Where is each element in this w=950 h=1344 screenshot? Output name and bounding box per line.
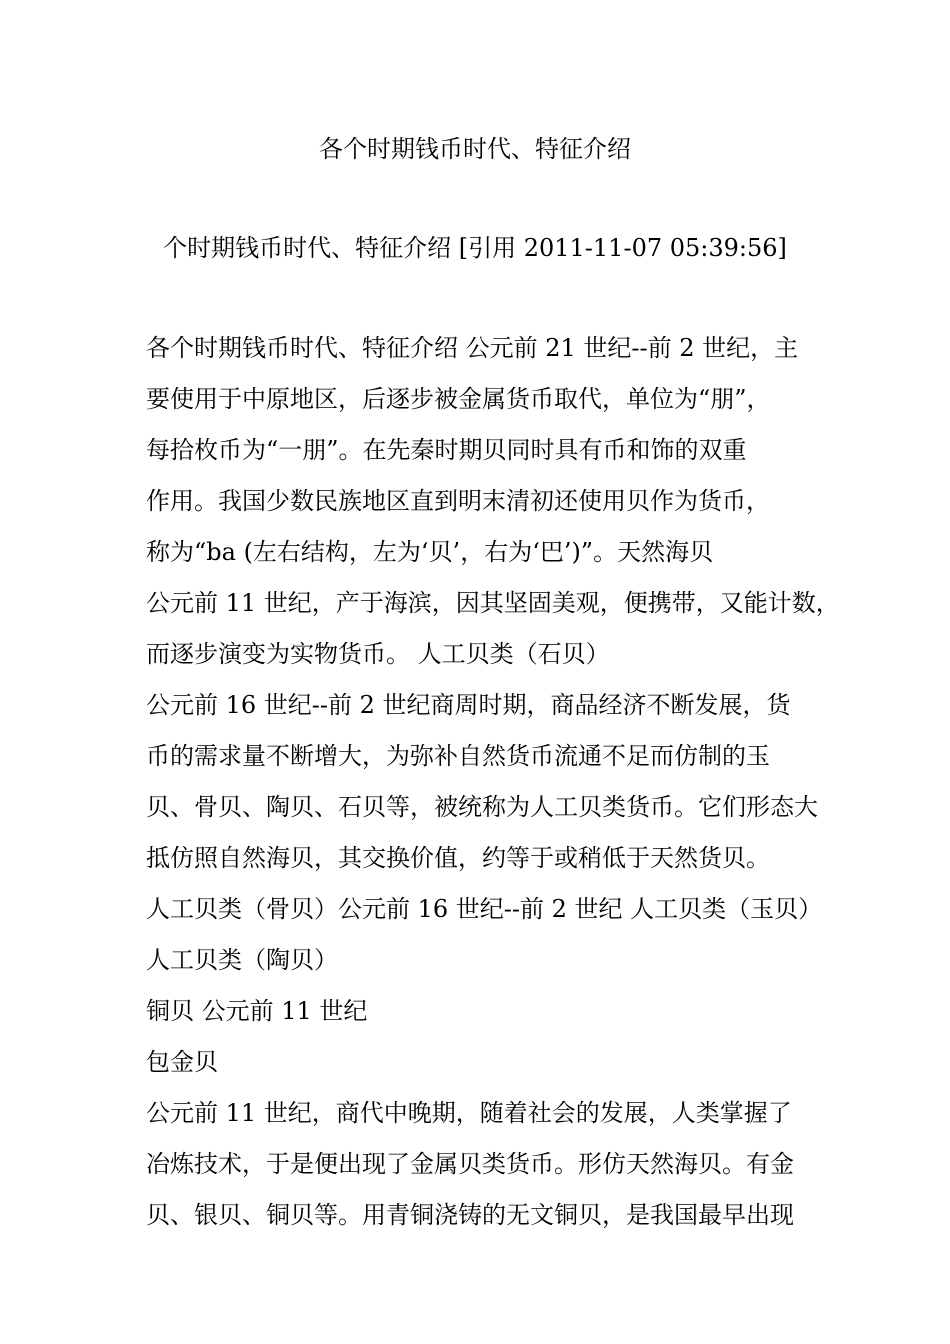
- body-line: 要使用于中原地区，后逐步被金属货币取代，单位为“朋”，: [146, 385, 771, 413]
- body-line: 各个时期钱币时代、特征介绍 公元前 21 世纪--前 2 世纪，主: [146, 334, 799, 362]
- body-line: 而逐步演变为实物货币。 人工贝类（石贝）: [146, 640, 610, 668]
- document-title: 各个时期钱币时代、特征介绍: [319, 135, 631, 163]
- body-line: 铜贝 公元前 11 世纪: [146, 997, 368, 1025]
- body-line: 贝、骨贝、陶贝、石贝等，被统称为人工贝类货币。它们形态大: [146, 793, 818, 821]
- body-line: 公元前 11 世纪，产于海滨，因其坚固美观，便携带，又能计数，: [146, 589, 840, 617]
- body-line: 称为“ba (左右结构，左为‘贝’，右为‘巴’)”。天然海贝: [146, 538, 714, 566]
- body-line: 人工贝类（骨贝）公元前 16 世纪--前 2 世纪 人工贝类（玉贝）: [146, 895, 823, 923]
- body-line: 作用。我国少数民族地区直到明末清初还使用贝作为货币，: [146, 487, 770, 515]
- document-subtitle: 个时期钱币时代、特征介绍 [引用 2011-11-07 05:39:56]: [163, 234, 787, 262]
- body-line: 包金贝: [146, 1048, 218, 1076]
- body-line: 公元前 16 世纪--前 2 世纪商周时期，商品经济不断发展，货: [146, 691, 791, 719]
- body-line: 公元前 11 世纪，商代中晚期，随着社会的发展，人类掌握了: [146, 1099, 792, 1127]
- body-line: 抵仿照自然海贝，其交换价值，约等于或稍低于天然货贝。: [146, 844, 770, 872]
- body-line: 币的需求量不断增大，为弥补自然货币流通不足而仿制的玉: [146, 742, 770, 770]
- body-line: 冶炼技术，于是便出现了金属贝类货币。形仿天然海贝。有金: [146, 1150, 794, 1178]
- body-line: 人工贝类（陶贝）: [146, 946, 338, 974]
- body-line: 贝、银贝、铜贝等。用青铜浇铸的无文铜贝，是我国最早出现: [146, 1201, 794, 1229]
- document-body: [146, 331, 840, 1249]
- body-line: 每拾枚币为“一朋”。在先秦时期贝同时具有币和饰的双重: [146, 436, 747, 464]
